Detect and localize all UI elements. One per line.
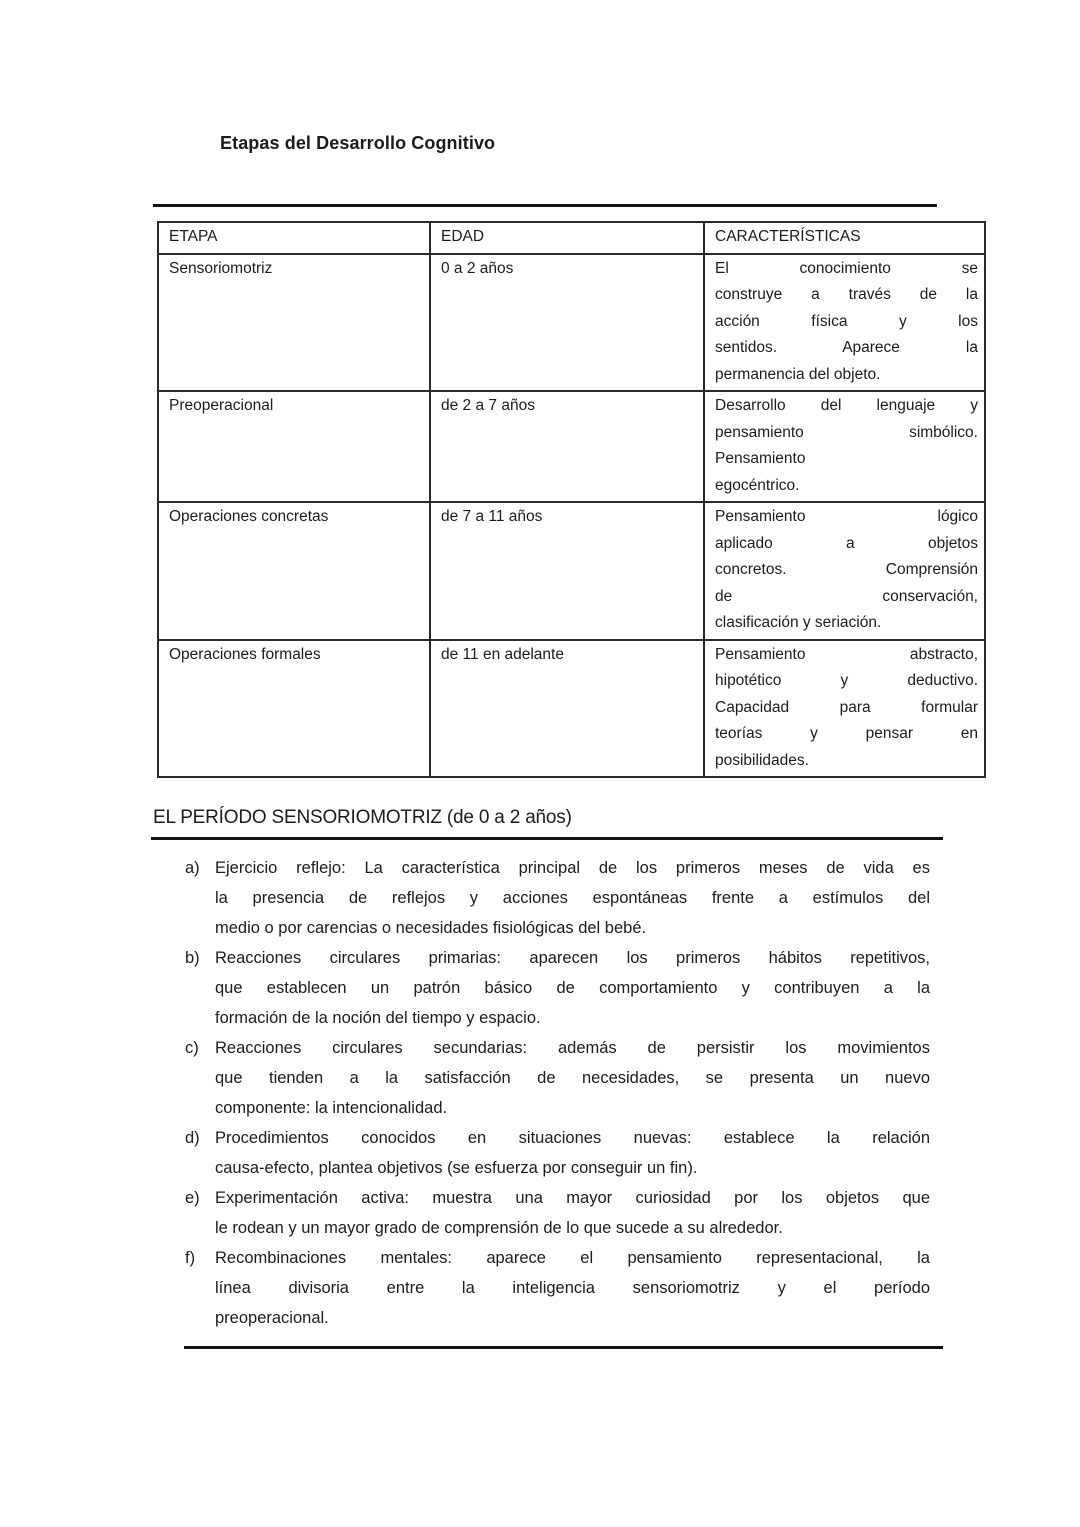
table-row bbox=[158, 502, 985, 640]
horizontal-rule-top bbox=[153, 204, 937, 207]
list-item-text-line: Procedimientos conocidos en situaciones nuevas: establece la relación bbox=[215, 1129, 930, 1147]
cell-text-line: pensamiento simbólico. bbox=[715, 423, 978, 441]
cell-text-line: Pensamiento bbox=[715, 450, 806, 467]
list-item-text-line: Reacciones circulares secundarias: además de persistir los movimientos bbox=[215, 1039, 930, 1057]
cell-edad: de 7 a 11 años bbox=[430, 502, 704, 640]
cell-text-line: egocéntrico. bbox=[715, 476, 800, 494]
list-item bbox=[185, 1183, 930, 1243]
list-item-text bbox=[215, 1183, 930, 1243]
section-heading: EL PERÍODO SENSORIOMOTRIZ (de 0 a 2 años) bbox=[153, 807, 572, 828]
cell-text-line: concretos. Comprensión bbox=[715, 561, 978, 578]
list-item-text-line: que establecen un patrón básico de comportamiento y contribuyen a la bbox=[215, 979, 930, 997]
stages-table bbox=[157, 221, 986, 778]
cell-text-line: teorías y pensar en bbox=[715, 725, 978, 742]
list-item-text bbox=[215, 1243, 930, 1333]
cell-caracteristicas bbox=[704, 254, 985, 392]
list-item-text-line: Reacciones circulares primarias: aparecen los primeros hábitos repetitivos, bbox=[215, 949, 930, 967]
cell-text-line: Capacidad para formular bbox=[715, 698, 978, 716]
list-item-text-line: formación de la noción del tiempo y espacio. bbox=[215, 1009, 541, 1027]
cell-etapa: Sensoriomotriz bbox=[158, 254, 430, 392]
list-item bbox=[185, 1243, 930, 1333]
horizontal-rule-under-heading bbox=[151, 837, 943, 840]
cell-text-line: permanencia del objeto. bbox=[715, 365, 881, 383]
list-item-text-line: Ejercicio reflejo: La característica principal de los primeros meses de vida es bbox=[215, 859, 930, 877]
list-item bbox=[185, 853, 930, 943]
list-item bbox=[185, 943, 930, 1033]
table-row bbox=[158, 254, 985, 392]
list-item-marker: e) bbox=[185, 1189, 200, 1207]
cell-text-line: Pensamiento lógico bbox=[715, 508, 978, 525]
cell-etapa: Operaciones formales bbox=[158, 640, 430, 778]
list-item-text-line: preoperacional. bbox=[215, 1309, 329, 1327]
list-item-text-line: la presencia de reflejos y acciones espontáneas frente a estímulos del bbox=[215, 889, 930, 907]
cell-caracteristicas bbox=[704, 502, 985, 640]
lettered-list bbox=[185, 853, 930, 1333]
cell-text-line: Desarrollo del lenguaje y bbox=[715, 397, 978, 414]
cell-edad: de 2 a 7 años bbox=[430, 391, 704, 502]
stages-table-body bbox=[158, 254, 985, 778]
table-header-row bbox=[158, 222, 985, 254]
table-row bbox=[158, 391, 985, 502]
list-item-text bbox=[215, 943, 930, 1033]
cell-etapa: Operaciones concretas bbox=[158, 502, 430, 640]
cell-edad: 0 a 2 años bbox=[430, 254, 704, 392]
list-item-text bbox=[215, 853, 930, 943]
cell-caracteristicas bbox=[704, 640, 985, 778]
list-item-text-line: línea divisoria entre la inteligencia sensoriomotriz y el período bbox=[215, 1279, 930, 1297]
table-header-caracteristicas: CARACTERÍSTICAS bbox=[704, 222, 985, 254]
cell-etapa: Preoperacional bbox=[158, 391, 430, 502]
cell-text-line: clasificación y seriación. bbox=[715, 614, 882, 631]
list-item-text-line: le rodean y un mayor grado de comprensión de lo que sucede a su alrededor. bbox=[215, 1219, 783, 1237]
page-title: Etapas del Desarrollo Cognitivo bbox=[220, 133, 496, 153]
cell-caracteristicas bbox=[704, 391, 985, 502]
cell-text-line: Pensamiento abstracto, bbox=[715, 645, 978, 663]
list-item-marker: d) bbox=[185, 1129, 200, 1147]
stages-table-head bbox=[158, 222, 985, 254]
list-item bbox=[185, 1123, 930, 1183]
list-item-text bbox=[215, 1123, 930, 1183]
cell-text-line: acción física y los bbox=[715, 312, 978, 330]
table-header-etapa: ETAPA bbox=[158, 222, 430, 254]
list-item-text-line: componente: la intencionalidad. bbox=[215, 1099, 448, 1117]
cell-text-line: construye a través de la bbox=[715, 286, 978, 303]
table-row bbox=[158, 640, 985, 778]
cell-text-line: hipotético y deductivo. bbox=[715, 672, 978, 689]
cell-text-line: El conocimiento se bbox=[715, 259, 978, 277]
cell-text-line: aplicado a objetos bbox=[715, 534, 978, 552]
cell-text-line: sentidos. Aparece la bbox=[715, 339, 978, 356]
list-item-marker: f) bbox=[185, 1249, 196, 1267]
list-item-text-line: que tienden a la satisfacción de necesidades, se presenta un nuevo bbox=[215, 1069, 930, 1087]
list-item-text-line: Experimentación activa: muestra una mayor curiosidad por los objetos que bbox=[215, 1189, 930, 1207]
list-item bbox=[185, 1033, 930, 1123]
table-header-edad: EDAD bbox=[430, 222, 704, 254]
cell-text-line: de conservación, bbox=[715, 587, 978, 605]
list-item-marker: a) bbox=[185, 859, 200, 877]
horizontal-rule-bottom bbox=[184, 1346, 943, 1349]
list-item-marker: b) bbox=[185, 949, 200, 967]
list-item-marker: c) bbox=[185, 1039, 199, 1057]
list-item-text-line: medio o por carencias o necesidades fisiológicas del bebé. bbox=[215, 919, 647, 937]
list-item-text bbox=[215, 1033, 930, 1123]
list-item-text-line: Recombinaciones mentales: aparece el pensamiento representacional, la bbox=[215, 1249, 930, 1267]
list-item-text-line: causa-efecto, plantea objetivos (se esfuerza por conseguir un fin). bbox=[215, 1159, 698, 1177]
cell-edad: de 11 en adelante bbox=[430, 640, 704, 778]
cell-text-line: posibilidades. bbox=[715, 751, 809, 769]
